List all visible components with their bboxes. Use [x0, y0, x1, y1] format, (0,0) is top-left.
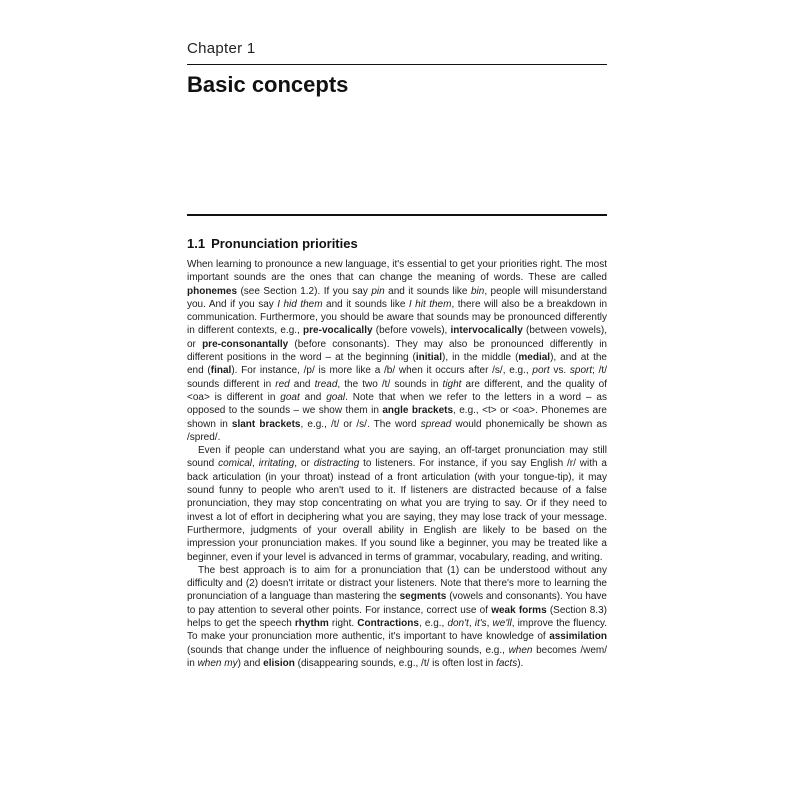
chapter-rule — [187, 64, 607, 65]
text-run: (see Section 1.2). If you say — [237, 285, 372, 297]
italic-example: tread — [314, 378, 338, 390]
chapter-title: Basic concepts — [187, 72, 349, 97]
text-run: (before vowels), — [372, 325, 451, 337]
text-run: , — [252, 458, 259, 470]
text-run: are different, and the quality of <oa> is different in — [187, 378, 608, 403]
bold-term: initial — [415, 352, 442, 364]
text-run: , e.g., <t> or <oa>. Phonemes are shown in — [187, 405, 607, 430]
italic-example: when my — [197, 657, 238, 669]
italic-example: irritating — [258, 458, 295, 470]
italic-example: pin — [371, 285, 385, 297]
text-run: , — [468, 618, 475, 630]
text-run: (disappearing sounds, e.g., /t/ is often lost in — [294, 657, 497, 669]
text-run: (sounds that change under the influence of neighbouring sounds, e.g., — [187, 644, 509, 656]
text-run: (Section 8.3) helps to get the speech — [187, 604, 607, 630]
text-run: (vowels and consonants). You have to pay attention to several other points. For instance, correct use of — [187, 591, 607, 616]
bold-term: intervocalically — [450, 325, 523, 337]
text-run: , e.g., — [418, 618, 448, 630]
paragraph — [187, 564, 607, 670]
bold-term: final — [210, 365, 232, 377]
italic-example: don't — [447, 618, 469, 630]
text-run: (between vowels), or — [187, 325, 608, 350]
bold-term: medial — [518, 352, 551, 364]
italic-example: spread — [420, 418, 452, 430]
text-run: (before consonants). They may also be pronounced differently in different positions in the word – at the beginning ( — [187, 338, 607, 364]
bold-term: slant brackets — [231, 418, 301, 430]
italic-example: facts — [496, 657, 518, 669]
italic-example: comical — [218, 458, 253, 470]
italic-example: it's — [474, 618, 487, 630]
text-run: and — [289, 378, 315, 390]
text-run: , or — [294, 458, 314, 470]
text-run: , there will also be a breakdown in communication. Furthermore, you should be aware that sounds may be pronounced differently in different contexts, e.g., — [187, 298, 608, 337]
italic-example: port — [532, 365, 550, 377]
italic-example: goat — [280, 391, 300, 403]
bold-term: elision — [263, 657, 295, 669]
text-run: would phonemically be shown as /spred/. — [187, 418, 607, 443]
italic-example: sport — [569, 365, 593, 377]
text-run: right. — [328, 618, 358, 630]
section-title: Pronunciation priorities — [211, 236, 358, 251]
text-run: ) and — [237, 657, 264, 669]
bold-term: pre-vocalically — [303, 325, 373, 337]
text-run: ; /t/ sounds different in — [187, 365, 607, 390]
text-run: , people will misunderstand you. And if you say — [187, 285, 607, 310]
bold-term: Contractions — [357, 618, 419, 630]
italic-example: goal — [326, 391, 346, 403]
text-run: becomes /wem/ in — [187, 644, 607, 669]
bold-term: weak forms — [491, 604, 547, 616]
text-run: When learning to pronounce a new language, it's essential to get your priorities right. The most important sounds are the ones that can change the meaning of words. These are called — [187, 259, 607, 284]
bold-term: segments — [399, 591, 447, 603]
section-number: 1.1 — [187, 236, 206, 251]
section-rule — [187, 214, 607, 216]
bold-term: phonemes — [187, 285, 238, 297]
text-run: ). For instance, /p/ is more like a /b/ when it occurs after /s/, e.g., — [231, 365, 533, 377]
bold-term: rhythm — [294, 618, 329, 630]
text-run: and it sounds like — [384, 285, 471, 297]
chapter-label: Chapter 1 — [187, 40, 256, 57]
text-run: . Note that when we refer to the letters in a word – as opposed to the sounds – we show them in — [187, 391, 607, 417]
text-run: , the two /t/ sounds in — [337, 378, 443, 390]
text-run: vs. — [549, 365, 570, 377]
italic-example: distracting — [313, 458, 360, 470]
bold-term: assimilation — [549, 631, 607, 643]
text-run: and it sounds like — [322, 298, 409, 310]
text-run: , improve the fluency. To make your pronunciation more authentic, it's important to have knowledge of — [187, 618, 608, 643]
italic-example: red — [275, 378, 290, 390]
italic-example: I hid them — [277, 298, 323, 310]
section-heading — [187, 236, 358, 251]
paragraph — [187, 258, 607, 444]
body-text — [187, 258, 607, 670]
italic-example: I hit them — [408, 298, 452, 310]
text-run: The best approach is to aim for a pronunciation that (1) can be understood without any difficulty and (2) doesn't irritate or distract your listeners. Note that there's more to learning the pronunciation of a language than mastering the — [187, 564, 607, 603]
italic-example: bin — [470, 285, 485, 297]
text-run: to listeners. For instance, if you say English /r/ with a back articulation (in your throat) instead of a front articulation (with your tongue-tip), it may sound funny to people who aren't used to it. If listeners are distracted because of a false pronunciation, they may stop concentrating on what you are trying to say. Or if they need to invest a lot of effort in deciphering what you are saying, they may lose track of your message. Furthermore, judgments of your overall ability in English are likely to be based on the impression your pronunciation makes. If you sound like a beginner, you may be treated like a beginner, even if your level is advanced in terms of grammar, vocabulary, reading, and writing. — [187, 458, 607, 563]
text-run: ). — [517, 657, 524, 669]
text-run: ), in the middle ( — [442, 352, 519, 364]
italic-example: tight — [442, 378, 462, 390]
italic-example: we'll — [492, 618, 512, 630]
text-run: and — [299, 391, 327, 403]
paragraph — [187, 444, 607, 564]
bold-term: angle brackets — [382, 405, 454, 417]
text-run: Even if people can understand what you are saying, an off-target pronunciation may still sound — [187, 445, 607, 470]
bold-term: pre-consonantally — [202, 338, 289, 350]
text-run: , e.g., /t/ or /s/. The word — [300, 418, 421, 430]
text-run: , — [486, 618, 493, 630]
italic-example: when — [508, 644, 533, 656]
text-run: ), and at the end ( — [187, 352, 607, 377]
